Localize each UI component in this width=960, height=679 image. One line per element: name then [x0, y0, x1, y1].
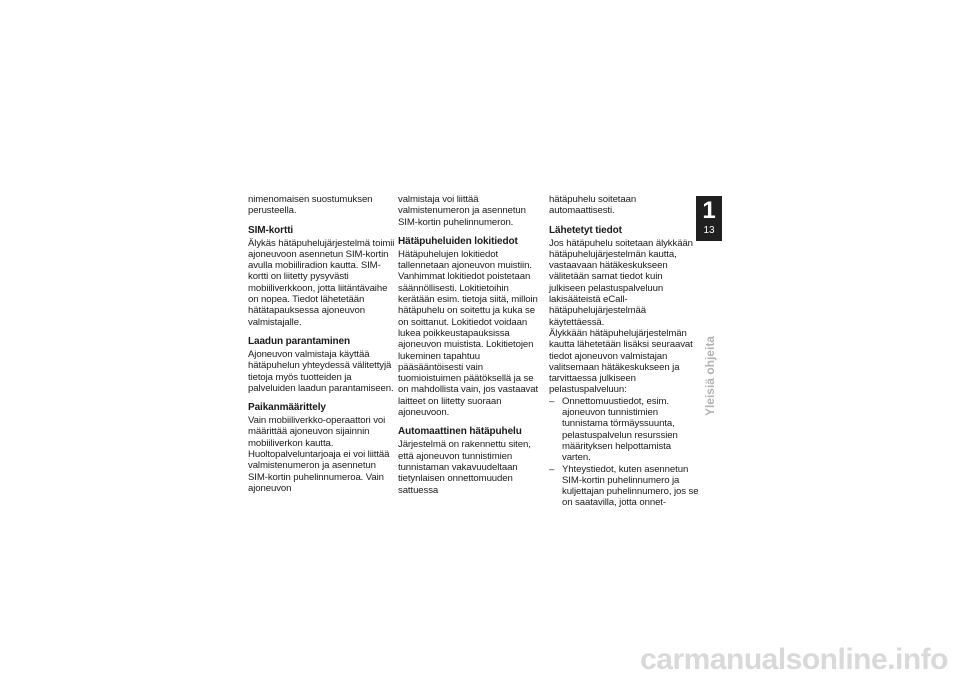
paragraph: Järjestelmä on rakennettu siten, että ajoneuvon tunnistimien tunnistaman vakavuudeltaan tietynlaisen onnettomuuden sattuessa	[398, 439, 531, 496]
list-item: – Yhteystiedot, kuten asennetun SIM-kortin puhelinnumero ja kuljettajan puhelinnumero, jos se on saatavilla, jotta onnet-	[549, 464, 699, 509]
chapter-tab	[696, 196, 722, 241]
paragraph: Älykkään hätäpuhelujärjestelmän kautta lähetetään lisäksi seuraavat tiedot ajoneuvon valmistajan valitsemaan hätäkeskukseen ja tarvittaessa julkiseen pelastuspalveluun:	[549, 327, 693, 396]
section-heading-quality: Laadun parantaminen	[248, 335, 351, 347]
chapter-number: 1	[702, 197, 716, 224]
bullet-list	[549, 396, 699, 509]
paragraph: Hätäpuhelujen lokitiedot tallennetaan ajoneuvon muistiin. Vanhimmat lokitiedot poistetaan säännöllisesti. Lokitietoihin kerätään esim. tietoja siitä, milloin hätäpuhelu on soitettu ja kuka se on soittanut. Lokitiedot voidaan lukea poikkeustapauksissa ajoneuvon muistista. Lokitietojen lukeminen tapahtuu pääsääntöisesti vain tuomioistuimen päätöksellä ja se on mahdollista vain, jos vastaavat laitteet on liitetty suoraan ajoneuvoon.	[398, 248, 539, 419]
paragraph: Älykäs hätäpuhelujärjestelmä toimii ajoneuvoon asennetun SIM-kortin avulla mobiiliradion kautta. SIM-kortti on liitetty pysyvästi mobiiliverkkoon, jotta liitäntävaihe on nopea. Tiedot lähetetään hätätapauksessa ajoneuvon valmistajalle.	[248, 237, 395, 328]
paragraph: valmistaja voi liittää valmistenumeron ja asennetun SIM-kortin puhelinnumeron.	[398, 194, 526, 228]
watermark: carmanualsonline.info	[640, 643, 948, 676]
section-heading-automatic-call: Automaattinen hätäpuhelu	[398, 426, 522, 438]
text-column-1	[248, 194, 396, 494]
paragraph: Vain mobiiliverkko-operaattori voi määrittää ajoneuvon sijainnin mobiiliverkon kautta. Huoltopalveluntarjoaja ei voi liittää valmistenumeron ja asennetun SIM-kortin puhelinnumeroa. Vain ajoneuvon	[248, 415, 390, 494]
page-number: 13	[703, 225, 715, 236]
text-column-2	[398, 194, 546, 496]
paragraph: Jos hätäpuhelu soitetaan älykkään hätäpuhelujärjestelmän kautta, vastaavaan hätäkeskukseen välitetään samat tiedot kuin julkiseen pelastuspalveluun lakisääteistä eCall-hätäpuhelujärjestelmää käytettäessä.	[549, 237, 693, 328]
section-heading-call-logs: Hätäpuheluiden lokitiedot	[398, 235, 518, 247]
section-heading-sent-data: Lähetetyt tiedot	[549, 224, 622, 236]
list-item: – Onnettomuustiedot, esim. ajoneuvon tunnistimien tunnistama törmäyssuunta, pelastuspalvelun resurssien määrityksen helpottamista varten.	[549, 396, 699, 464]
paragraph: hätäpuhelu soitetaan automaattisesti.	[549, 194, 637, 217]
section-heading-sim-card: SIM-kortti	[248, 224, 294, 236]
chapter-side-label: Yleisiä ohjeita	[703, 336, 717, 417]
paragraph: Ajoneuvon valmistaja käyttää hätäpuhelun yhteydessä välitettyjä tietoja myös tuotteiden ja palveluiden laadun parantamiseen.	[248, 348, 394, 394]
section-heading-location: Paikanmäärittely	[248, 402, 326, 414]
paragraph: nimenomaisen suostumuksen perusteella.	[248, 194, 373, 217]
text-column-3	[549, 194, 699, 509]
